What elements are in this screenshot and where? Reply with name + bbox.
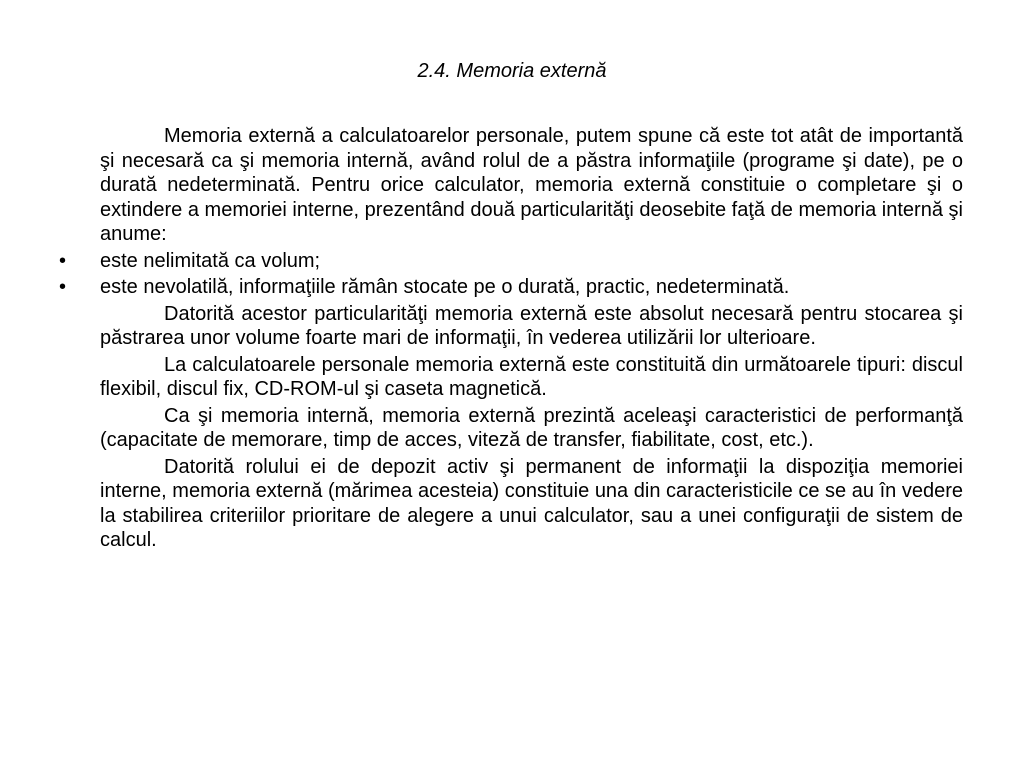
bullet-icon: •	[59, 276, 67, 298]
paragraph-role: Datorită rolului ei de depozit activ şi permanent de informaţii la dispoziţia memoriei interne, memoria externă (mărimea acesteia) constituie una din caracteristicile ce se au în vedere la stabilirea criteriilor prioritare de alegere a unui calculator, sau a unei configuraţii de sistem de calcul.	[100, 455, 963, 551]
paragraph-types: La calculatoarele personale memoria externă este constituită din următoarele tipuri: discul flexibil, discul fix, CD-ROM-ul şi caseta magnetică.	[100, 353, 963, 400]
paragraph-characteristics: Ca şi memoria internă, memoria externă prezintă aceleaşi caracteristici de performanţă (capacitate de memorare, timp de acces, viteză de transfer, fiabilitate, cost, etc.).	[100, 404, 963, 451]
bullet-item-nonvolatile	[59, 275, 963, 300]
bullet-item-volume	[59, 249, 963, 274]
intro-paragraph: Memoria externă a calculatoarelor personale, putem spune că este tot atât de importantă şi necesară ca şi memoria internă, având rolul de a păstra informaţiile (programe şi date), pe o durată nedeterminată. Pentru orice calculator, memoria externă constituie o completare şi o extindere a memoriei interne, prezentând două particularităţi deosebite faţă de memoria internă şi anume:	[100, 125, 963, 245]
paragraph-necessity: Datorită acestor particularităţi memoria externă este absolut necesară pentru stocarea şi păstrarea unor volume foarte mari de informaţii, în vederea utilizării lor ulterioare.	[100, 302, 963, 349]
bullet-icon: •	[59, 249, 67, 272]
bullet-list	[59, 249, 963, 300]
slide-body	[59, 124, 963, 553]
slide-title: 2.4. Memoria externă	[417, 60, 607, 82]
bullet-text: este nelimitată ca volum;	[100, 249, 321, 272]
bullet-text: este nevolatilă, informaţiile rămân stocate pe o durată, practic, nedeterminată.	[100, 276, 790, 298]
